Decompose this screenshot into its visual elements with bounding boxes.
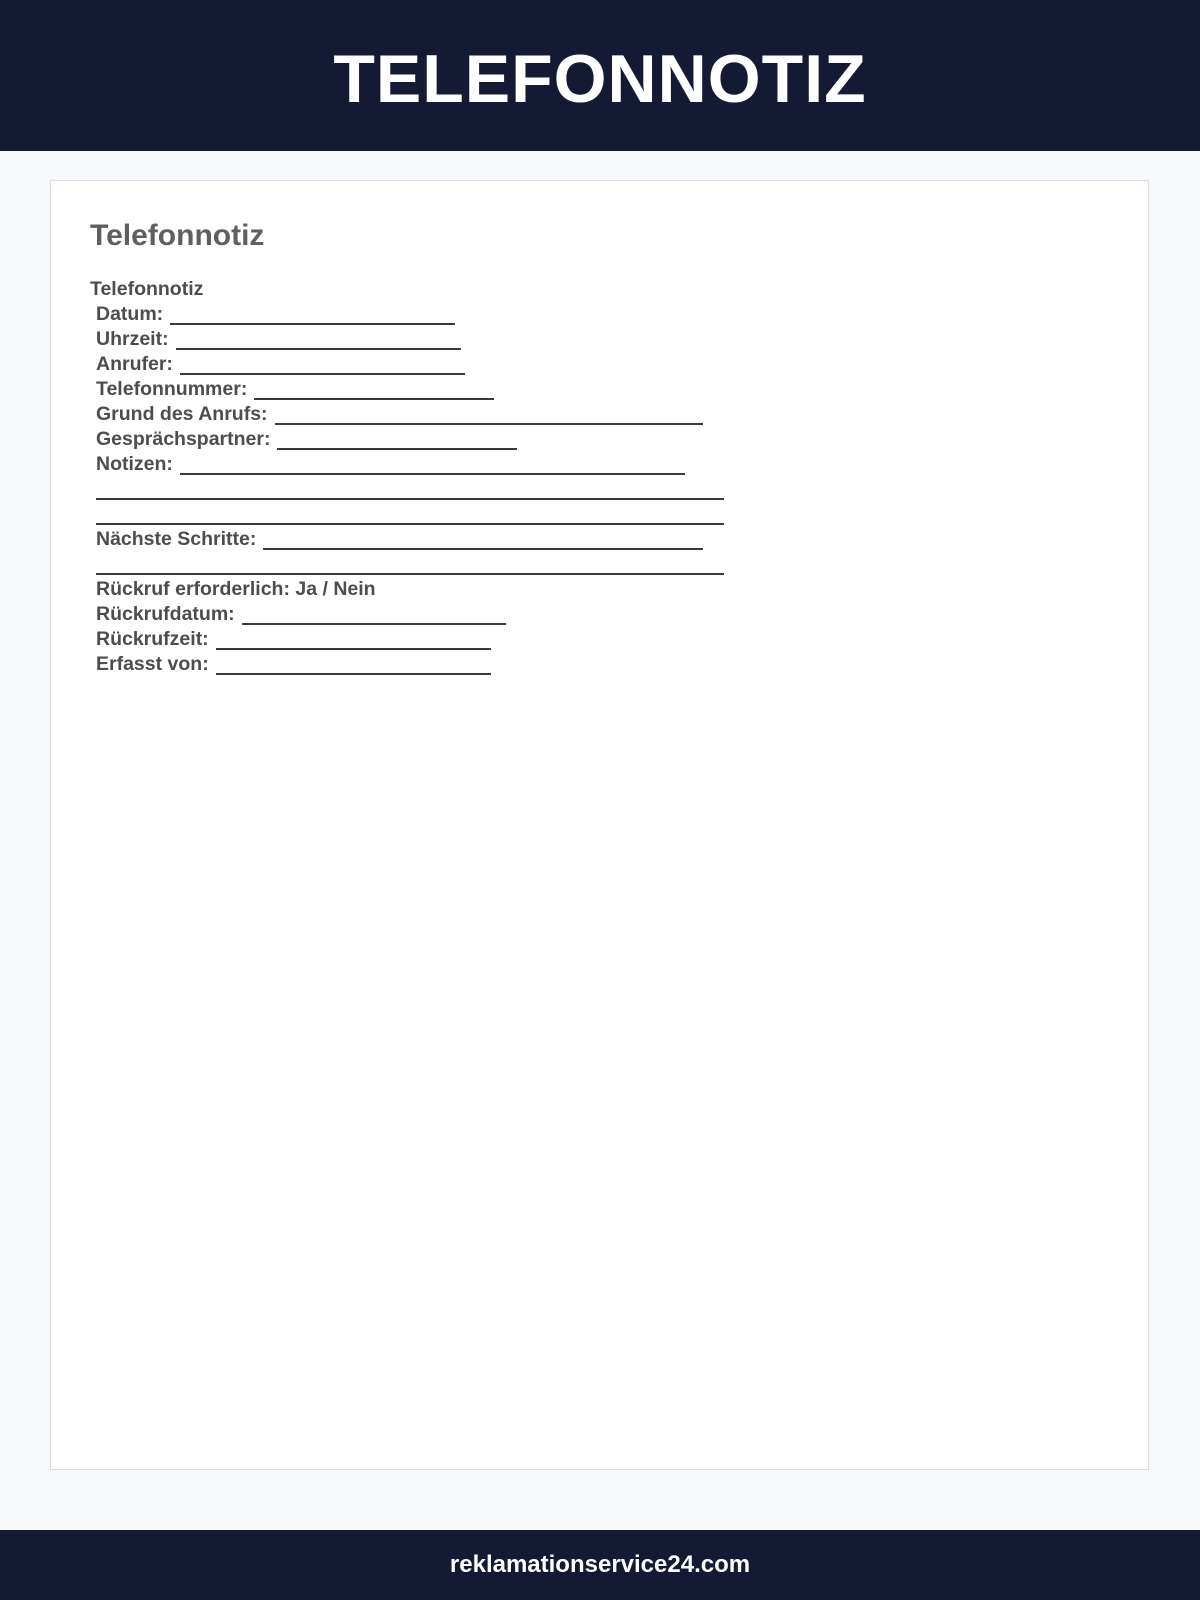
field-anrufer-blank	[180, 352, 465, 375]
field-naechste-schritte-blank	[263, 527, 703, 550]
form-card	[50, 180, 1149, 1470]
naechste-schritte-extra-line	[90, 552, 724, 577]
form-heading: Telefonnotiz	[90, 278, 204, 300]
field-telefonnummer-blank	[254, 377, 494, 400]
field-notizen-label: Notizen:	[96, 453, 173, 475]
field-rueckruf-erforderlich-label: Rückruf erforderlich: Ja / Nein	[96, 578, 376, 600]
card-title: Telefonnotiz	[90, 219, 265, 252]
field-anrufer-label: Anrufer:	[96, 353, 173, 375]
field-datum-blank	[170, 302, 455, 325]
footer-banner	[0, 1530, 1200, 1600]
field-rueckrufzeit	[90, 627, 724, 652]
field-datum-label: Datum:	[96, 303, 164, 325]
field-rueckruf-erforderlich	[90, 577, 724, 602]
naechste-schritte-extra-blank	[96, 552, 724, 575]
field-naechste-schritte-label: Nächste Schritte:	[96, 528, 257, 550]
notizen-extra-line-2	[90, 502, 724, 527]
field-rueckrufdatum-label: Rückrufdatum:	[96, 603, 235, 625]
field-erfasst-von-blank	[216, 652, 491, 675]
field-rueckrufzeit-blank	[216, 627, 491, 650]
field-uhrzeit-label: Uhrzeit:	[96, 328, 169, 350]
notizen-extra-line-1	[90, 477, 724, 502]
header-banner	[0, 0, 1200, 151]
field-uhrzeit	[90, 327, 724, 352]
field-uhrzeit-blank	[176, 327, 461, 350]
field-anrufer	[90, 352, 724, 377]
notizen-extra-blank-2	[96, 502, 724, 525]
field-notizen	[90, 452, 724, 477]
page-title: TELEFONNOTIZ	[333, 40, 867, 117]
field-datum	[90, 302, 724, 327]
field-rueckrufzeit-label: Rückrufzeit:	[96, 628, 209, 650]
field-rueckrufdatum-blank	[242, 602, 506, 625]
field-naechste-schritte	[90, 527, 724, 552]
notizen-extra-blank-1	[96, 477, 724, 500]
field-gespraechspartner	[90, 427, 724, 452]
footer-website: reklamationservice24.com	[449, 1551, 751, 1578]
field-gespraechspartner-blank	[277, 427, 517, 450]
field-notizen-blank	[180, 452, 685, 475]
field-erfasst-von-label: Erfasst von:	[96, 653, 209, 675]
field-rueckrufdatum	[90, 602, 724, 627]
field-telefonnummer	[90, 377, 724, 402]
field-erfasst-von	[90, 652, 724, 677]
phone-note-form	[90, 277, 724, 677]
field-grund	[90, 402, 724, 427]
field-telefonnummer-label: Telefonnummer:	[96, 378, 248, 400]
field-gespraechspartner-label: Gesprächspartner:	[96, 428, 271, 450]
field-grund-blank	[275, 402, 703, 425]
field-grund-label: Grund des Anrufs:	[96, 403, 268, 425]
